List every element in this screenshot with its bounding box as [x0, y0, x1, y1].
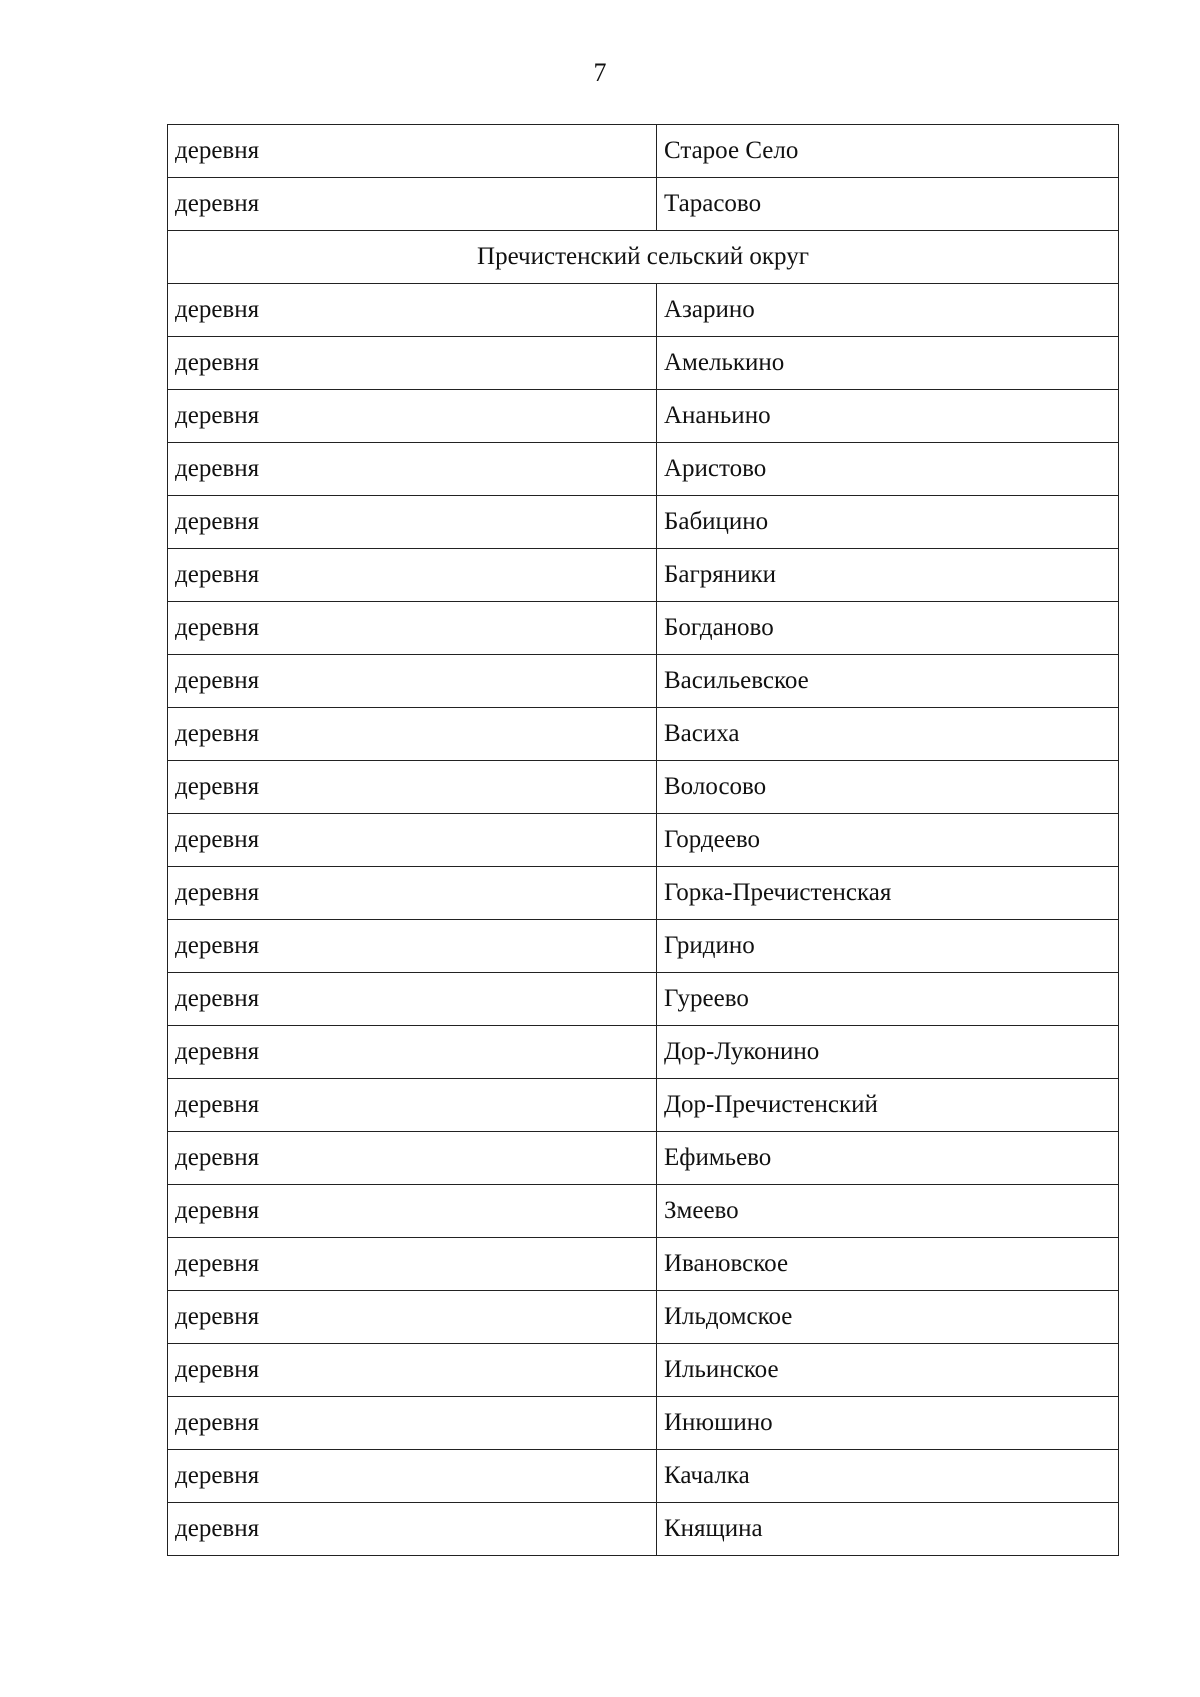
- table-row: [168, 390, 1119, 443]
- settlement-name-cell: Тарасово: [657, 178, 1119, 231]
- settlement-name-cell: Дор-Луконино: [657, 1026, 1119, 1079]
- table-row: [168, 178, 1119, 231]
- table-row: [168, 1079, 1119, 1132]
- table-row: [168, 125, 1119, 178]
- settlement-name-cell: Гордеево: [657, 814, 1119, 867]
- table-row: [168, 1238, 1119, 1291]
- table-row: [168, 602, 1119, 655]
- settlement-type-cell: деревня: [168, 973, 657, 1026]
- settlement-name-cell: Качалка: [657, 1450, 1119, 1503]
- settlement-type-cell: деревня: [168, 1185, 657, 1238]
- settlement-type-cell: деревня: [168, 1132, 657, 1185]
- settlement-type-cell: деревня: [168, 920, 657, 973]
- settlement-name-cell: Азарино: [657, 284, 1119, 337]
- settlement-type-cell: деревня: [168, 390, 657, 443]
- settlement-type-cell: деревня: [168, 125, 657, 178]
- settlement-name-cell: Дор-Пречистенский: [657, 1079, 1119, 1132]
- settlement-name-cell: Гридино: [657, 920, 1119, 973]
- table-row: [168, 1026, 1119, 1079]
- settlement-name-cell: Инюшино: [657, 1397, 1119, 1450]
- settlement-type-cell: деревня: [168, 655, 657, 708]
- settlement-name-cell: Васильевское: [657, 655, 1119, 708]
- settlement-name-cell: Богданово: [657, 602, 1119, 655]
- table-row: [168, 973, 1119, 1026]
- settlement-name-cell: Змеево: [657, 1185, 1119, 1238]
- table-row: [168, 496, 1119, 549]
- settlement-type-cell: деревня: [168, 708, 657, 761]
- settlement-type-cell: деревня: [168, 1397, 657, 1450]
- settlement-name-cell: Княщина: [657, 1503, 1119, 1556]
- settlement-name-cell: Горка-Пречистенская: [657, 867, 1119, 920]
- settlement-type-cell: деревня: [168, 1450, 657, 1503]
- table-row: [168, 1132, 1119, 1185]
- settlement-name-cell: Бабицино: [657, 496, 1119, 549]
- settlement-name-cell: Васиха: [657, 708, 1119, 761]
- table-row: [168, 867, 1119, 920]
- table-row: [168, 443, 1119, 496]
- table-row: [168, 1185, 1119, 1238]
- settlement-name-cell: Амелькино: [657, 337, 1119, 390]
- settlement-name-cell: Ананьино: [657, 390, 1119, 443]
- settlement-name-cell: Багряники: [657, 549, 1119, 602]
- section-header-row: [168, 231, 1119, 284]
- settlements-table-body: [168, 125, 1119, 1556]
- table-row: [168, 761, 1119, 814]
- settlement-type-cell: деревня: [168, 1344, 657, 1397]
- settlement-type-cell: деревня: [168, 1291, 657, 1344]
- settlement-type-cell: деревня: [168, 867, 657, 920]
- table-row: [168, 337, 1119, 390]
- settlement-name-cell: Аристово: [657, 443, 1119, 496]
- table-row: [168, 708, 1119, 761]
- settlement-type-cell: деревня: [168, 496, 657, 549]
- settlement-name-cell: Ефимьево: [657, 1132, 1119, 1185]
- settlement-name-cell: Ильдомское: [657, 1291, 1119, 1344]
- settlement-type-cell: деревня: [168, 761, 657, 814]
- settlement-type-cell: деревня: [168, 1238, 657, 1291]
- settlement-type-cell: деревня: [168, 814, 657, 867]
- table-row: [168, 1344, 1119, 1397]
- settlement-type-cell: деревня: [168, 443, 657, 496]
- settlement-name-cell: Старое Село: [657, 125, 1119, 178]
- settlement-name-cell: Волосово: [657, 761, 1119, 814]
- table-row: [168, 920, 1119, 973]
- table-row: [168, 1503, 1119, 1556]
- page-number: 7: [593, 58, 607, 87]
- settlement-type-cell: деревня: [168, 1026, 657, 1079]
- settlement-type-cell: деревня: [168, 1503, 657, 1556]
- settlement-type-cell: деревня: [168, 1079, 657, 1132]
- table-row: [168, 814, 1119, 867]
- table-row: [168, 1450, 1119, 1503]
- settlement-name-cell: Ильинское: [657, 1344, 1119, 1397]
- settlements-table: [167, 124, 1119, 1556]
- section-title: Пречистенский сельский округ: [168, 231, 1119, 284]
- settlement-type-cell: деревня: [168, 337, 657, 390]
- table-row: [168, 1291, 1119, 1344]
- settlement-type-cell: деревня: [168, 549, 657, 602]
- settlement-name-cell: Гуреево: [657, 973, 1119, 1026]
- settlement-type-cell: деревня: [168, 284, 657, 337]
- settlement-type-cell: деревня: [168, 178, 657, 231]
- settlement-type-cell: деревня: [168, 602, 657, 655]
- table-row: [168, 284, 1119, 337]
- table-row: [168, 655, 1119, 708]
- settlement-name-cell: Ивановское: [657, 1238, 1119, 1291]
- table-row: [168, 1397, 1119, 1450]
- table-row: [168, 549, 1119, 602]
